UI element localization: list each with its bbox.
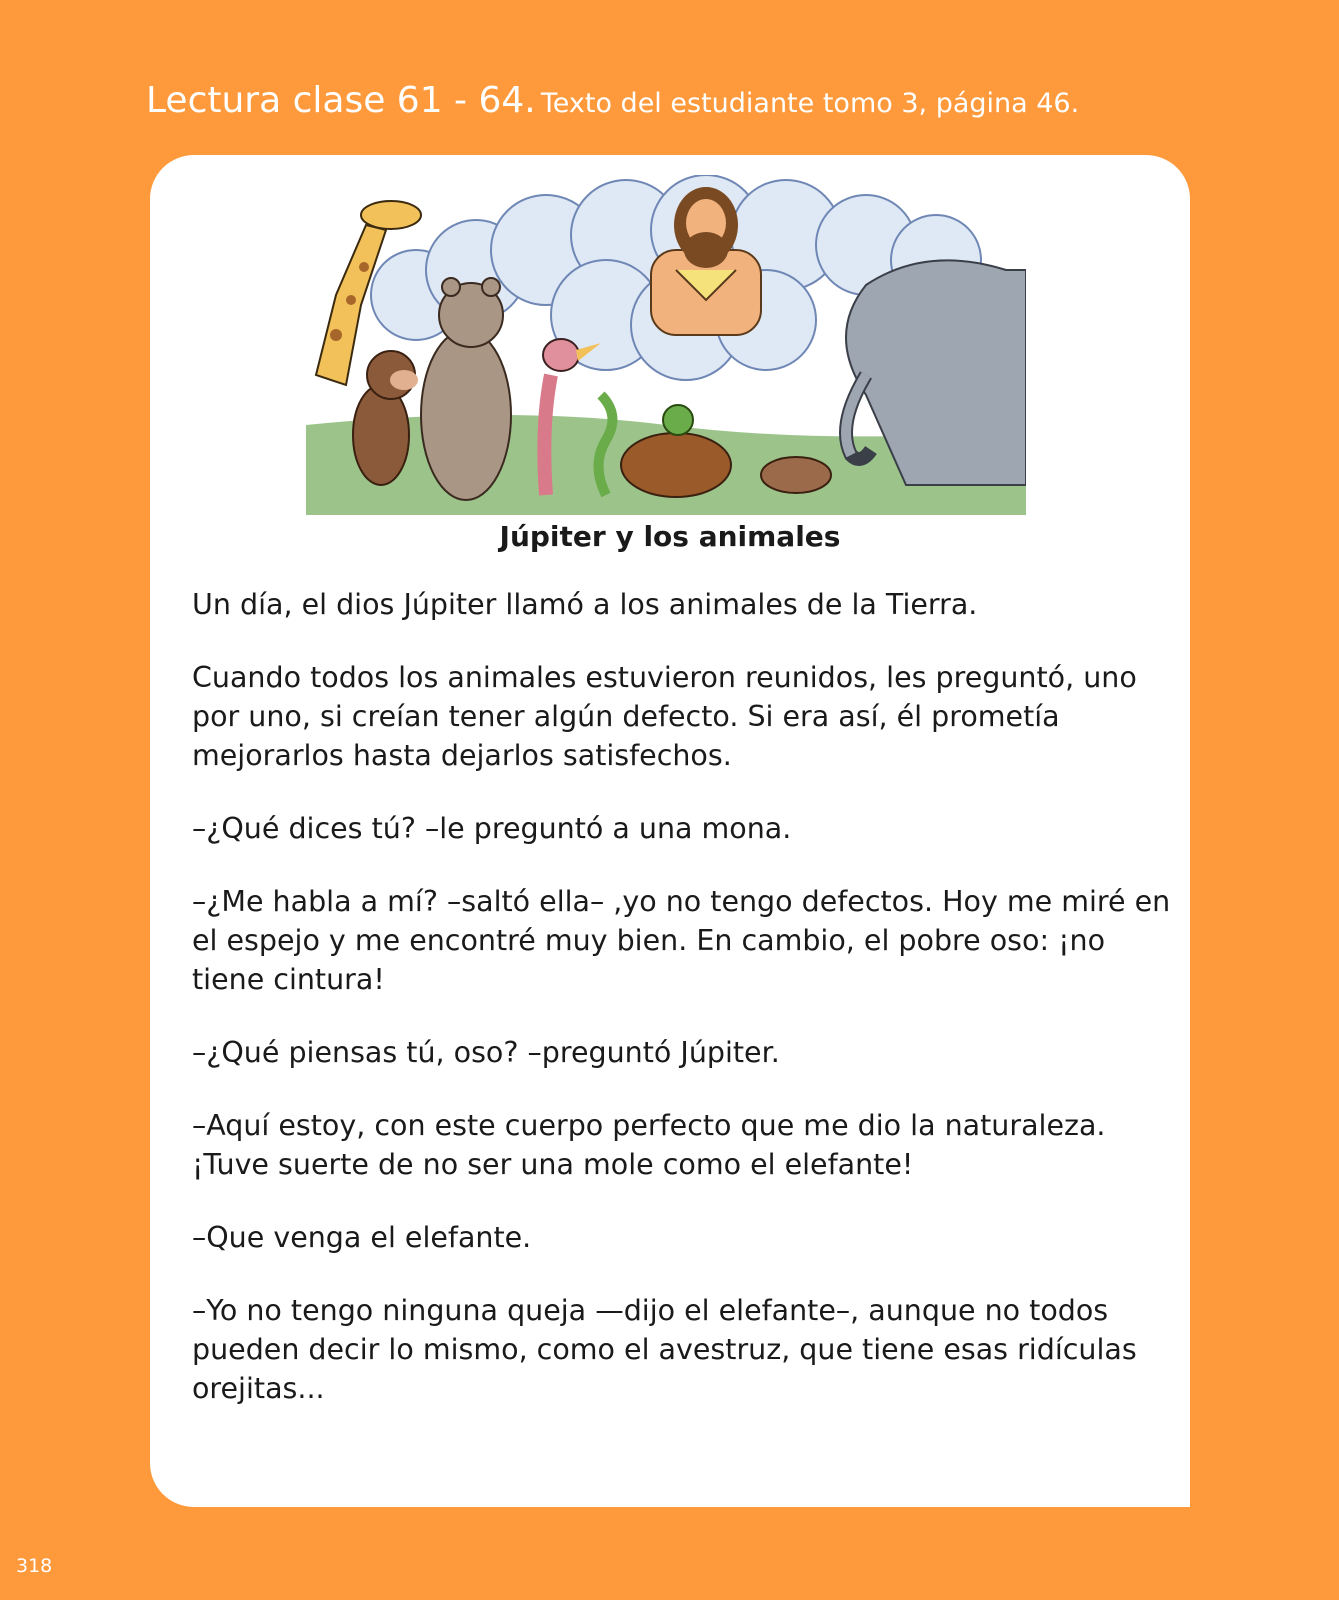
story-paragraph: –Aquí estoy, con este cuerpo perfecto que me dio la naturaleza. ¡Tuve suerte de no ser una mole como el elefante!: [192, 1109, 1106, 1181]
story-body: [192, 585, 1172, 1442]
lesson-header: [146, 80, 1079, 121]
turtle-figure: [621, 405, 731, 497]
story-paragraph: –¿Qué dices tú? –le preguntó a una mona.: [192, 812, 792, 845]
page-number: 318: [16, 1555, 53, 1577]
lesson-label: Lectura clase 61 - 64.: [146, 80, 536, 121]
story-paragraph: –Yo no tengo ninguna queja —dijo el elefante–, aunque no todos pueden decir lo mismo, como el avestruz, que tiene esas ridículas orejitas...: [192, 1294, 1137, 1405]
story-paragraph: Un día, el dios Júpiter llamó a los animales de la Tierra.: [192, 588, 978, 621]
reference-label: Texto del estudiante tomo 3, página 46.: [540, 88, 1080, 119]
story-title: Júpiter y los animales: [499, 520, 841, 553]
story-paragraph: –¿Qué piensas tú, oso? –preguntó Júpiter.: [192, 1036, 780, 1069]
reading-card: [150, 155, 1190, 1507]
story-paragraph: –¿Me habla a mí? –saltó ella– ,yo no tengo defectos. Hoy me miré en el espejo y me encontré muy bien. En cambio, el pobre oso: ¡no tiene cintura!: [192, 885, 1171, 996]
story-paragraph: Cuando todos los animales estuvieron reunidos, les preguntó, uno por uno, si creían tener algún defecto. Si era así, él prometía mejorarlos hasta dejarlos satisfechos.: [192, 661, 1137, 772]
mole-figure: [761, 457, 831, 493]
story-paragraph: –Que venga el elefante.: [192, 1221, 532, 1254]
story-illustration: [306, 175, 1026, 515]
